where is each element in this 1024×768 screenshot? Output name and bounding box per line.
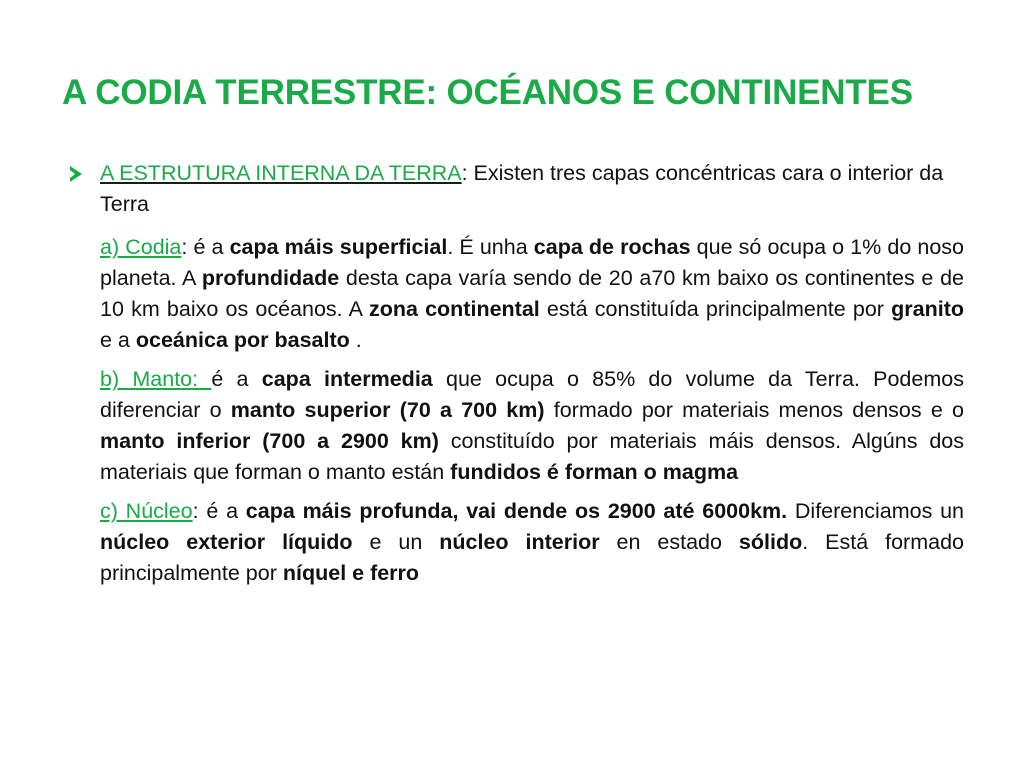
text: que só ocupa o 1% do noso planeta. A <box>100 235 964 290</box>
text: desta capa varía sendo de 20 a70 km baixo os continentes e de 10 km baixo os océanos. A <box>100 266 964 321</box>
bold-text: manto inferior (700 a 2900 km) <box>100 429 439 453</box>
bold-text: fundidos é forman o magma <box>450 460 739 484</box>
bold-text: núcleo interior <box>439 530 600 554</box>
text: é a <box>211 367 262 391</box>
text: : é a <box>181 235 230 259</box>
section-heading: A ESTRUTURA INTERNA DA TERRA <box>100 161 462 185</box>
bold-text: sólido <box>738 530 803 554</box>
intro-text: : Existen tres capas concéntricas cara o interior da Terra <box>100 161 944 216</box>
bold-text: capa de rochas <box>533 235 691 259</box>
bold-text: capa máis superficial <box>229 235 448 259</box>
bold-text: granito <box>891 297 965 321</box>
slide-title: A CODIA TERRESTRE: OCÉANOS E CONTINENTES <box>62 73 913 112</box>
bold-text: capa intermedia <box>261 367 433 391</box>
text: que ocupa o 85% do volume da Terra. Podemos diferenciar o <box>100 367 964 422</box>
paragraph-codia <box>100 232 964 356</box>
text: . É unha <box>447 235 534 259</box>
text: . <box>349 328 362 352</box>
slide-body <box>100 158 964 597</box>
text: . Está formado principalmente por <box>100 530 964 585</box>
text: constituído por materiais máis densos. Algúns dos materiais que forman o manto están <box>100 429 964 484</box>
paragraph-manto <box>100 364 964 488</box>
paragraph-nucleo <box>100 496 964 589</box>
label-manto: b) Manto: <box>100 367 212 391</box>
bold-text: zona continental <box>368 297 540 321</box>
arrow-bullet-icon <box>70 166 82 182</box>
bold-text: profundidade <box>201 266 340 290</box>
bold-text: manto superior (70 a 700 km) <box>230 398 545 422</box>
text: en estado <box>599 530 739 554</box>
text: está constituída principalmente por <box>539 297 892 321</box>
text: Diferenciamos un <box>787 499 964 523</box>
text: formado por materiais menos densos e o <box>544 398 964 422</box>
text: e un <box>352 530 440 554</box>
text: : é a <box>192 499 246 523</box>
label-codia: a) Codia <box>100 235 182 259</box>
bold-text: capa máis profunda, vai dende os 2900 até 6000km. <box>245 499 788 523</box>
text: e a <box>100 328 136 352</box>
label-nucleo: c) Núcleo <box>100 499 193 523</box>
bold-text: níquel e ferro <box>282 561 420 585</box>
bullet-paragraph <box>100 158 964 220</box>
bold-text: núcleo exterior líquido <box>100 530 353 554</box>
bold-text: oceánica por basalto <box>135 328 350 352</box>
